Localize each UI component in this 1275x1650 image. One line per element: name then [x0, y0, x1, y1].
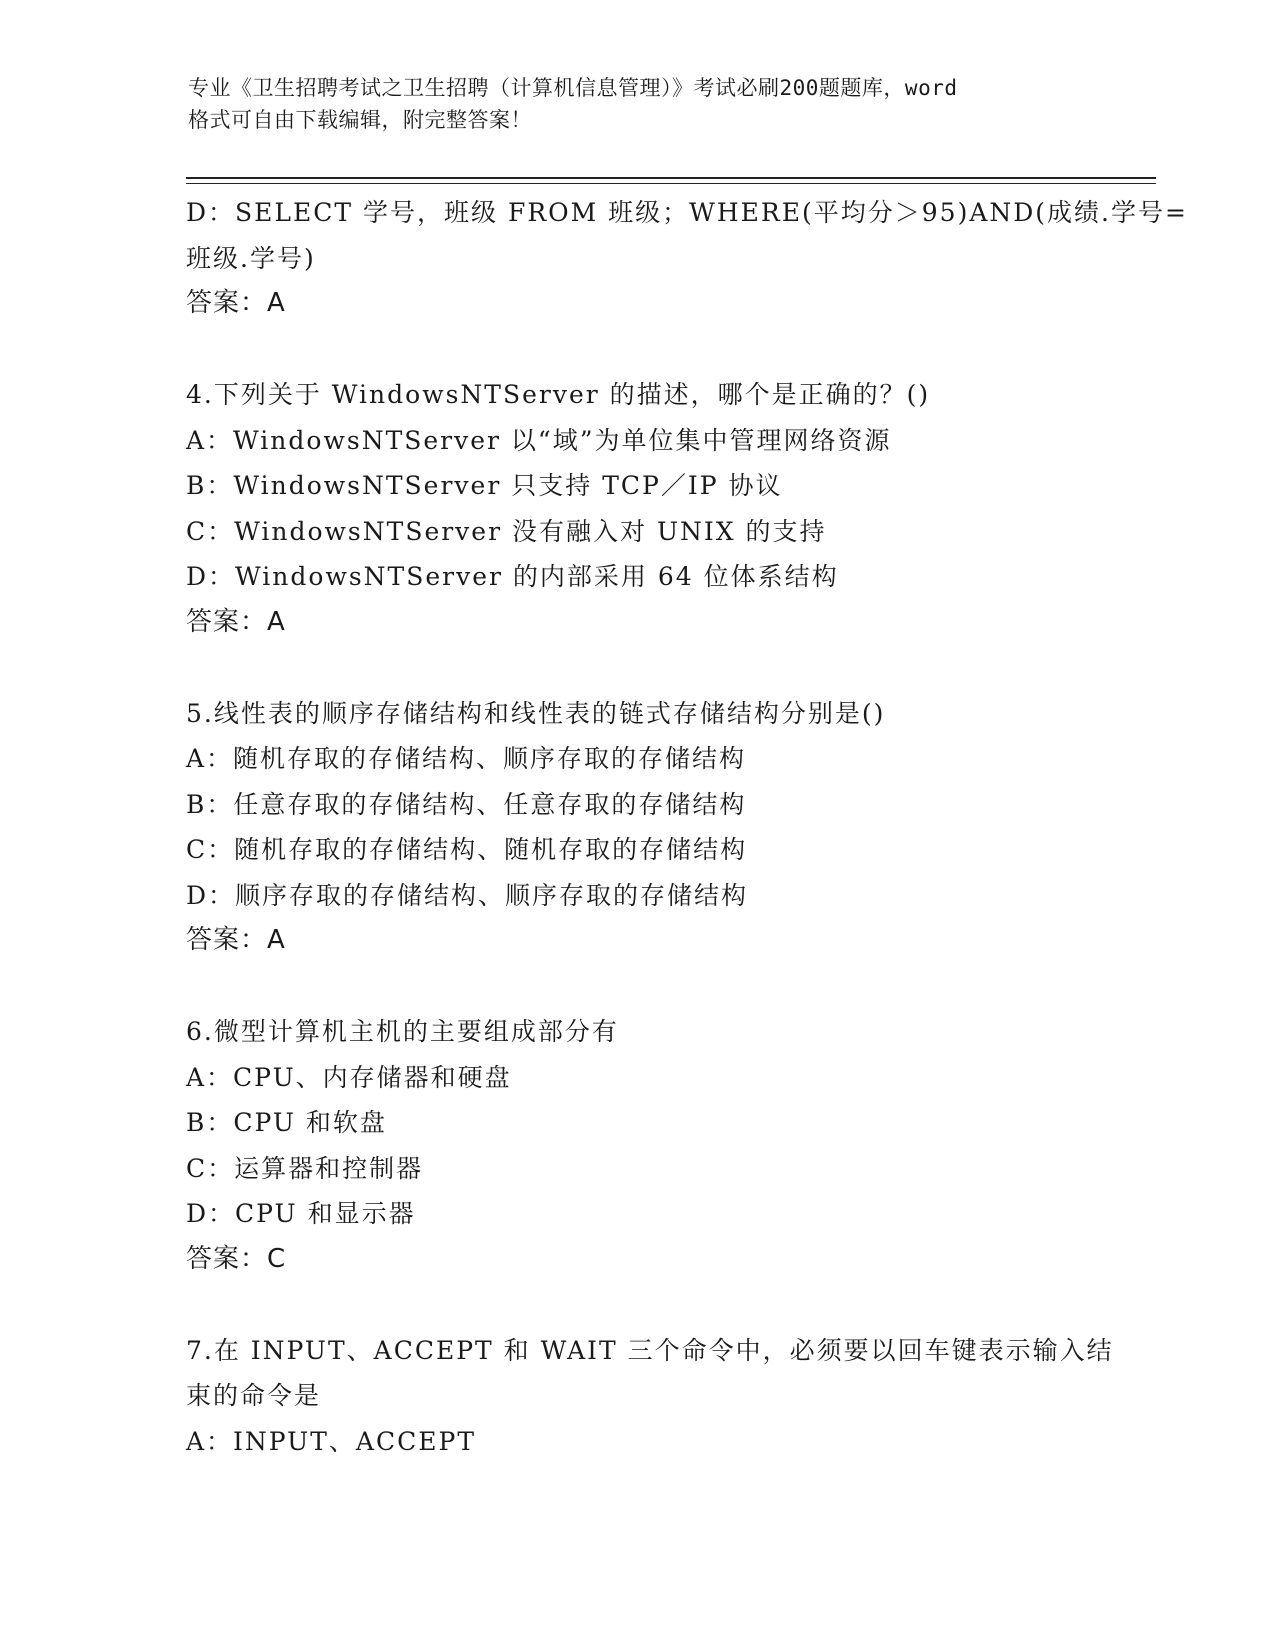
spacer	[186, 1282, 1086, 1328]
spacer	[186, 645, 1086, 691]
option-a: A：WindowsNTServer 以“域”为单位集中管理网络资源	[186, 425, 892, 455]
option-b: B：CPU 和软盘	[186, 1108, 387, 1137]
option-d-continued: 班级.学号)	[186, 243, 316, 273]
question-text: 6.微型计算机主机的主要组成部分有	[186, 1017, 619, 1046]
option-d: D：WindowsNTServer 的内部采用 64 位体系结构	[186, 562, 839, 591]
answer: 答案：A	[186, 606, 286, 637]
question-text: 7.在 INPUT、ACCEPT 和 WAIT 三个命令中，必须要以回车键表示输入结	[186, 1335, 1114, 1365]
header-rule-thin	[186, 183, 1156, 184]
option-d: D：SELECT 学号，班级 FROM 班级；WHERE(平均分＞95)AND(成绩.学号=	[186, 198, 1188, 227]
question-5	[186, 691, 1086, 964]
question-text-continued: 束的命令是	[186, 1381, 322, 1410]
option-a: A：随机存取的存储结构、顺序存取的存储结构	[186, 744, 747, 773]
option-d: D：CPU 和显示器	[186, 1199, 416, 1228]
question-4	[186, 372, 1086, 645]
question-list	[186, 190, 1188, 1464]
answer: 答案：A	[186, 288, 286, 318]
option-c: C：随机存取的存储结构、随机存取的存储结构	[186, 835, 748, 864]
question-text: 4.下列关于 WindowsNTServer 的描述，哪个是正确的？()	[186, 380, 931, 409]
spacer	[186, 327, 1086, 373]
question-7	[186, 1328, 1114, 1465]
header-line-2: 格式可自由下载编辑，附完整答案！	[188, 108, 532, 132]
question-text: 5.线性表的顺序存储结构和线性表的链式存储结构分别是()	[186, 698, 886, 728]
option-c: C：运算器和控制器	[186, 1153, 424, 1183]
answer: 答案：A	[186, 925, 286, 955]
document-header	[188, 72, 1088, 136]
option-d: D：顺序存取的存储结构、顺序存取的存储结构	[186, 880, 749, 910]
option-a: A：INPUT、ACCEPT	[186, 1426, 476, 1456]
option-b: B：WindowsNTServer 只支持 TCP／IP 协议	[186, 471, 783, 500]
header-line-1: 专业《卫生招聘考试之卫生招聘（计算机信息管理）》考试必刷200题题库，word	[188, 76, 958, 100]
option-b: B：任意存取的存储结构、任意存取的存储结构	[186, 789, 747, 819]
header-rule-thick	[186, 177, 1156, 179]
answer: 答案：C	[186, 1243, 287, 1274]
option-a: A：CPU、内存储器和硬盘	[186, 1062, 512, 1092]
question-3-tail	[186, 190, 1188, 327]
question-6	[186, 1009, 1086, 1282]
spacer	[186, 964, 1086, 1010]
option-c: C：WindowsNTServer 没有融入对 UNIX 的支持	[186, 516, 827, 546]
